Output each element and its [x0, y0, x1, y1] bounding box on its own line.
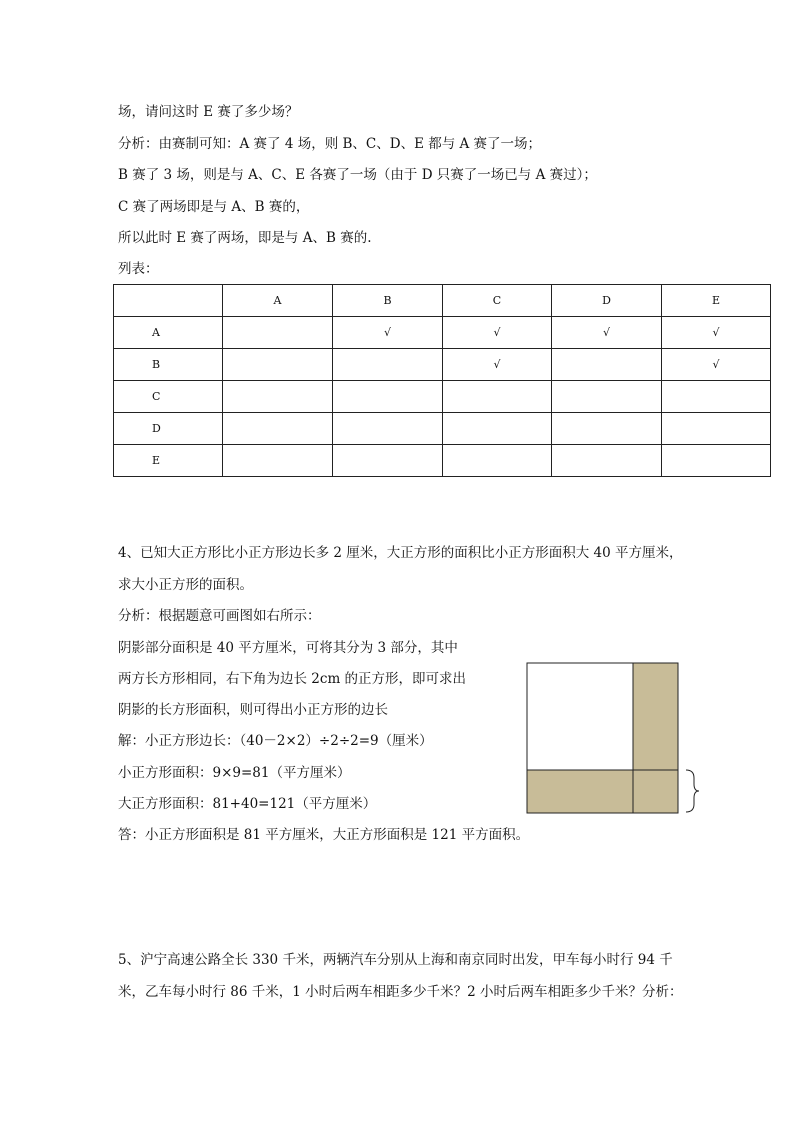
shaded-corner-square: [633, 770, 678, 813]
p4-line-7: 解：小正方形边长：（40－2×2）÷2÷2=9（厘米）: [118, 733, 433, 749]
table-header-cell: D: [552, 285, 662, 317]
p4-line-1: 4、已知大正方形比小正方形边长多 2 厘米，大正方形的面积比小正方形面积大 40 平方厘米，: [118, 545, 683, 561]
table-cell: √: [552, 317, 662, 349]
table-cell: √: [333, 317, 443, 349]
table-cell: [443, 381, 552, 413]
p4-line-5: 两方长方形相同，右下角为边长 2cm 的正方形，即可求出: [118, 671, 467, 687]
table-cell: [223, 349, 333, 381]
table-cell: [552, 413, 662, 445]
p3-line-2: 分析：由赛制可知：A 赛了 4 场，则 B、C、D、E 都与 A 赛了一场；: [118, 136, 542, 152]
table-header-row: [114, 285, 771, 317]
table-cell: [223, 381, 333, 413]
table-row-label: D: [114, 413, 223, 445]
table-cell: [552, 445, 662, 477]
table-header-cell: A: [223, 285, 333, 317]
right-brace: [686, 770, 699, 812]
table-corner-cell: [114, 285, 223, 317]
shaded-right-strip: [633, 663, 678, 770]
table-row: [114, 381, 771, 413]
p4-line-4: 阴影部分面积是 40 平方厘米，可将其分为 3 部分，其中: [118, 640, 458, 656]
table-header-cell: B: [333, 285, 443, 317]
table-cell: [552, 381, 662, 413]
p4-line-8: 小正方形面积：9×9=81（平方厘米）: [118, 765, 351, 781]
square-diagram: [524, 660, 704, 816]
table-row-label: A: [114, 317, 223, 349]
table-row: [114, 413, 771, 445]
table-cell: [333, 413, 443, 445]
p3-line-1: 场，请问这时 E 赛了多少场？: [118, 104, 299, 120]
table-cell: [662, 445, 771, 477]
table-cell: [443, 445, 552, 477]
shaded-bottom-strip: [527, 770, 633, 813]
table-cell: √: [662, 349, 771, 381]
table-header-cell: C: [443, 285, 552, 317]
table-cell: [223, 413, 333, 445]
p3-line-5: 所以此时 E 赛了两场，即是与 A、B 赛的.: [118, 230, 372, 246]
table-header-cell: E: [662, 285, 771, 317]
match-table: [113, 284, 771, 477]
table-cell: [662, 413, 771, 445]
table-cell: [223, 317, 333, 349]
table-row: [114, 445, 771, 477]
table-cell: [662, 381, 771, 413]
p4-line-9: 大正方形面积：81+40=121（平方厘米）: [118, 796, 377, 812]
p5-line-2: 米，乙车每小时行 86 千米，1 小时后两车相距多少千米？2 小时后两车相距多少千米？分析：: [118, 984, 683, 1000]
p4-line-6: 阴影的长方形面积，则可得出小正方形的边长: [118, 702, 388, 718]
table-cell: [333, 381, 443, 413]
table-cell: √: [443, 317, 552, 349]
table-cell: [223, 445, 333, 477]
table-row-label: B: [114, 349, 223, 381]
table-row: [114, 317, 771, 349]
table-cell: [443, 413, 552, 445]
table-row-label: C: [114, 381, 223, 413]
table-cell: [333, 349, 443, 381]
table-cell: √: [443, 349, 552, 381]
table-cell: [333, 445, 443, 477]
table-row: [114, 349, 771, 381]
table-cell: [552, 349, 662, 381]
p3-line-3: B 赛了 3 场，则是与 A、C、E 各赛了一场（由于 D 只赛了一场已与 A 赛过）；: [118, 167, 597, 183]
p3-line-4: C 赛了两场即是与 A、B 赛的，: [118, 199, 310, 215]
p4-line-10: 答：小正方形面积是 81 平方厘米，大正方形面积是 121 平方面积。: [118, 827, 530, 843]
p3-line-6: 列表：: [118, 261, 159, 277]
p4-line-2: 求大小正方形的面积。: [118, 577, 253, 593]
p4-line-3: 分析：根据题意可画图如右所示：: [118, 608, 321, 624]
table-cell: √: [662, 317, 771, 349]
p5-line-1: 5、沪宁高速公路全长 330 千米，两辆汽车分别从上海和南京同时出发，甲车每小时行 94 千: [118, 952, 673, 968]
table-row-label: E: [114, 445, 223, 477]
